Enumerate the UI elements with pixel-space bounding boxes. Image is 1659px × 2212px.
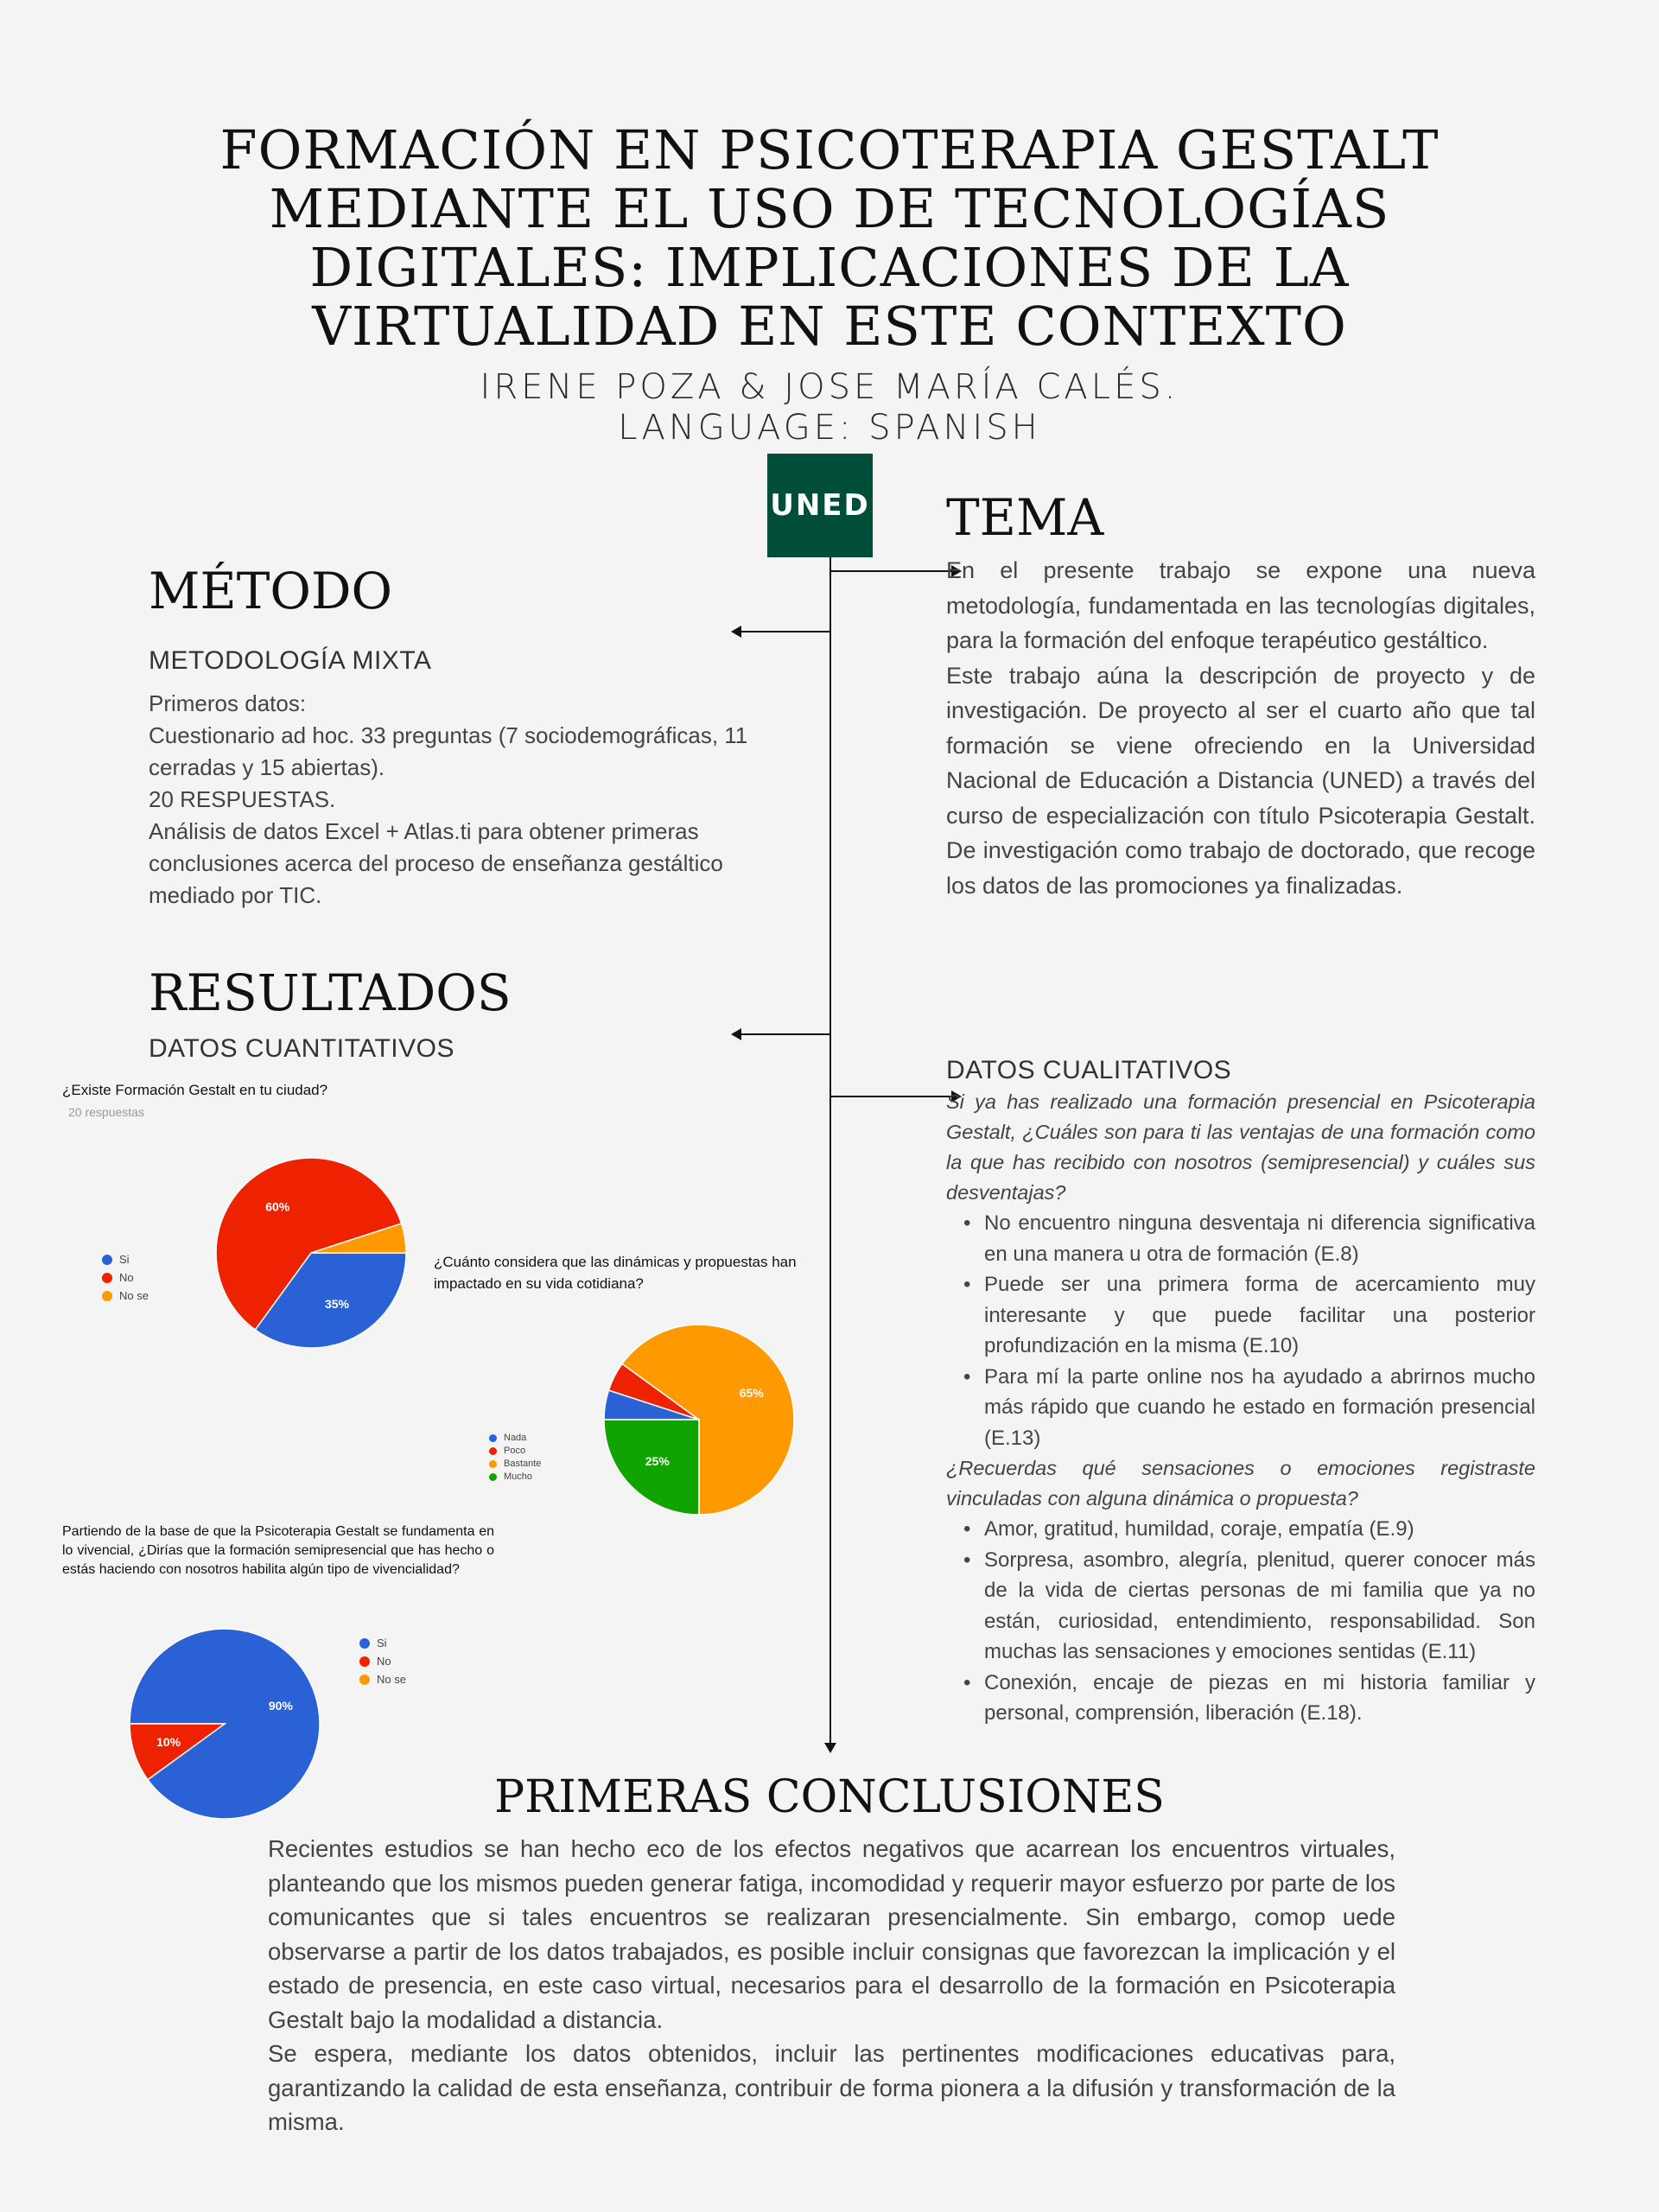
legend-label: No <box>377 1655 391 1668</box>
cualitativos-list-2 <box>946 1514 1535 1729</box>
chart1-subtitle: 20 respuestas <box>68 1105 144 1119</box>
chart1-legend <box>102 1253 149 1307</box>
legend-label: No se <box>119 1289 149 1302</box>
legend-item <box>489 1446 541 1456</box>
conclusiones-text <box>268 1832 1395 2139</box>
conclusiones-heading: PRIMERAS CONCLUSIONES <box>494 1771 1165 1823</box>
metodo-line: Primeros datos: <box>149 690 307 716</box>
resultados-subheading: DATOS CUANTITATIVOS <box>149 1034 454 1063</box>
list-item: • Conexión, encaje de piezas en mi historia familiar y personal, comprensión, liberación (E.18). <box>984 1668 1535 1729</box>
tema-paragraph-2: Este trabajo aúna la descripción de proyecto y de investigación. De proyecto al ser el cuarto año que tal formación se viene ofreciendo en la Universidad Nacional de Educación a Distancia (UNED) a través del curso de especialización con título Psicoterapia Gestalt. De investigación como trabajo de doctorado, que recoge los datos de las promociones ya finalizadas. <box>946 662 1535 899</box>
legend-item <box>489 1459 541 1469</box>
list-item: • Sorpresa, asombro, alegría, plenitud, querer conocer más de la vida de ciertas personas de mi familia que ya no están, curiosidad, entendimiento, responsabilidad. Son muchas las sensaciones y emociones sentidas (E.11) <box>984 1545 1535 1668</box>
pie-data-label: 35% <box>324 1296 349 1311</box>
poster-title: FORMACIÓN EN PSICOTERAPIA GESTALT MEDIANTE EL USO DE TECNOLOGÍAS DIGITALES: IMPLICACIONES DE LA VIRTUALIDAD EN ESTE CONTEXTO <box>219 118 1440 358</box>
legend-swatch <box>359 1638 370 1649</box>
legend-item <box>489 1433 541 1443</box>
legend-label: No se <box>377 1673 406 1686</box>
arrow-to-cualitativos <box>830 1096 960 1097</box>
pie-data-label: 65% <box>739 1386 764 1401</box>
legend-label: Si <box>119 1253 130 1266</box>
cualitativos-content <box>946 1087 1535 1729</box>
legend-item <box>359 1673 406 1686</box>
arrow-to-metodo <box>733 631 830 632</box>
chart2-title: ¿Cuánto considera que las dinámicas y propuestas han impactado en su vida cotidiana? <box>434 1254 797 1292</box>
metodo-heading: MÉTODO <box>149 562 393 620</box>
language: LANGUAGE: SPANISH <box>618 408 1041 448</box>
legend-label: Bastante <box>504 1459 542 1469</box>
legend-label: Nada <box>504 1433 527 1443</box>
metodo-text <box>149 688 771 912</box>
arrow-to-tema <box>830 570 960 572</box>
tema-heading: TEMA <box>946 488 1104 547</box>
arrow-to-resultados <box>733 1033 830 1035</box>
legend-label: Si <box>377 1637 387 1649</box>
legend-item <box>489 1471 541 1482</box>
chart1-pie <box>212 1154 410 1352</box>
pie-data-label: 60% <box>265 1199 290 1214</box>
timeline-line <box>830 557 831 1745</box>
legend-label: Mucho <box>504 1471 533 1482</box>
legend-swatch <box>489 1447 497 1455</box>
list-item: • Para mí la parte online nos ha ayudado a abrirnos mucho más rápido que cuando he estado en formación presencial (E.13) <box>984 1362 1535 1454</box>
legend-item <box>359 1655 406 1668</box>
list-item: • Puede ser una primera forma de acercamiento muy interesante y que puede facilitar una posterior profundización en la misma (E.10) <box>984 1269 1535 1362</box>
pie-data-label: 10% <box>156 1735 181 1750</box>
resultados-heading: RESULTADOS <box>149 963 512 1022</box>
chart2-legend <box>489 1433 541 1484</box>
metodo-line: Cuestionario ad hoc. 33 preguntas (7 sociodemográficas, 11 cerradas y 15 abiertas). <box>149 722 748 780</box>
legend-swatch <box>359 1656 370 1667</box>
cualitativos-heading: DATOS CUALITATIVOS <box>946 1056 1232 1084</box>
legend-swatch <box>359 1675 370 1685</box>
legend-item <box>102 1253 149 1266</box>
metodo-subheading: METODOLOGÍA MIXTA <box>149 646 432 675</box>
legend-swatch <box>489 1434 497 1442</box>
cualitativos-list-1 <box>946 1208 1535 1453</box>
pie-data-label: 90% <box>268 1698 293 1713</box>
cualitativos-question-1: Si ya has realizado una formación presencial en Psicoterapia Gestalt, ¿Cuáles son para ti las ventajas de una formación como la que has recibido con nosotros (semipresencial) y cuáles sus desventajas? <box>946 1090 1535 1204</box>
authors-block <box>156 367 1503 448</box>
legend-swatch <box>489 1460 497 1468</box>
legend-label: No <box>119 1271 134 1284</box>
legend-item <box>359 1637 406 1649</box>
metodo-line: 20 RESPUESTAS. <box>149 786 336 812</box>
tema-text <box>946 553 1535 903</box>
chart1-title: ¿Existe Formación Gestalt en tu ciudad? <box>62 1082 328 1098</box>
arrow-to-conclusiones <box>830 1732 831 1751</box>
chart3-legend <box>359 1637 406 1691</box>
chart3-title: Partiendo de la base de que la Psicoterapia Gestalt se fundamenta en lo vivencial, ¿Dirías que la formación semipresencial que has hecho o estás haciendo con nosotros habilita algún tipo de vivencialidad? <box>62 1524 494 1577</box>
pie-data-label: 25% <box>645 1454 670 1469</box>
tema-paragraph-1: En el presente trabajo se expone una nueva metodología, fundamentada en las tecnologías digitales, para la formación del enfoque terapéutico gestáltico. <box>946 557 1535 653</box>
legend-swatch <box>102 1291 112 1301</box>
legend-swatch <box>102 1255 112 1265</box>
legend-swatch <box>102 1273 112 1283</box>
legend-item <box>102 1289 149 1302</box>
uned-logo: UNED <box>767 454 873 557</box>
legend-item <box>102 1271 149 1284</box>
conclusiones-paragraph-1: Recientes estudios se han hecho eco de los efectos negativos que acarrean los encuentros virtuales, planteando que los mismos pueden generar fatiga, incomodidad y requerir mayor esfuerzo por parte de los comunicantes que si tales encuentros se realizaran presencialmente. Sin embargo, comop uede observarse a partir de los datos trabajados, es posible incluir consignas que favorezcan la implicación y el estado de presencia, en este caso virtual, necesarios para el desarrollo de la formación en Psicoterapia Gestalt bajo la modalidad a distancia. <box>268 1835 1395 2033</box>
metodo-line: Análisis de datos Excel + Atlas.ti para obtener primeras conclusiones acerca del proceso de enseñanza gestáltico mediado por TIC. <box>149 818 723 908</box>
list-item: • Amor, gratitud, humildad, coraje, empatía (E.9) <box>984 1514 1535 1545</box>
legend-label: Poco <box>504 1446 526 1456</box>
conclusiones-paragraph-2: Se espera, mediante los datos obtenidos, incluir las pertinentes modificaciones educativas para, garantizando la calidad de esta enseñanza, contribuir de forma pionera a la difusión y transformación de la misma. <box>268 2040 1395 2135</box>
authors: IRENE POZA & JOSE MARÍA CALÉS. <box>480 367 1179 407</box>
cualitativos-question-2: ¿Recuerdas qué sensaciones o emociones registraste vinculadas con alguna dinámica o propuesta? <box>946 1457 1535 1510</box>
chart2-pie <box>600 1320 798 1519</box>
list-item: • No encuentro ninguna desventaja ni diferencia significativa en una manera u otra de formación (E.8) <box>984 1208 1535 1269</box>
legend-swatch <box>489 1473 497 1481</box>
